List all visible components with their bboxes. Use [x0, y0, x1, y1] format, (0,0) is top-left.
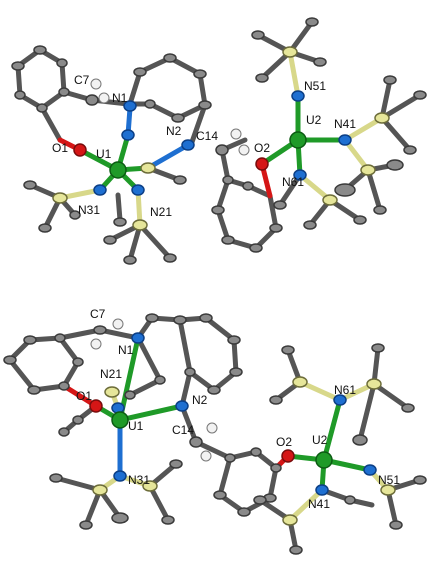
top-label-o1: O1	[52, 141, 69, 155]
bottom-label-c7: C7	[90, 307, 106, 321]
bottom-label-n21: N21	[100, 367, 123, 381]
top-label-c7: C7	[74, 73, 90, 87]
top-label-n21: N21	[150, 205, 173, 219]
top-right-phenyl-ring	[218, 140, 276, 248]
bottom-label-c14: C14	[172, 423, 195, 437]
top-label-n31: N31	[78, 203, 101, 217]
bottom-label-o1: O1	[76, 389, 93, 403]
bottom-label-u2: U2	[312, 433, 328, 447]
bottom-middle-ring	[130, 318, 236, 406]
bottom-label-n31: N31	[128, 473, 151, 487]
top-label-n41: N41	[334, 117, 357, 131]
top-label-u2: U2	[306, 113, 322, 127]
top-label-u1: U1	[96, 147, 112, 161]
top-molecule	[12, 18, 426, 264]
bottom-label-n1: N1	[118, 343, 134, 357]
top-label-c14: C14	[196, 129, 219, 143]
top-atoms	[12, 18, 426, 264]
bottom-label-n51: N51	[378, 473, 401, 487]
top-left-phenyl-ring	[18, 50, 92, 150]
bottom-molecule	[4, 307, 426, 554]
bottom-label-n41: N41	[308, 497, 331, 511]
bottom-label-n61: N61	[334, 383, 357, 397]
top-label-o2: O2	[254, 141, 271, 155]
bottom-label-u1: U1	[128, 419, 144, 433]
bottom-label-o2: O2	[276, 435, 293, 449]
top-label-n1: N1	[112, 91, 128, 105]
top-label-n61: N61	[282, 175, 305, 189]
bottom-label-n2: N2	[192, 393, 208, 407]
top-label-n51: N51	[304, 79, 327, 93]
top-label-n2: N2	[166, 124, 182, 138]
